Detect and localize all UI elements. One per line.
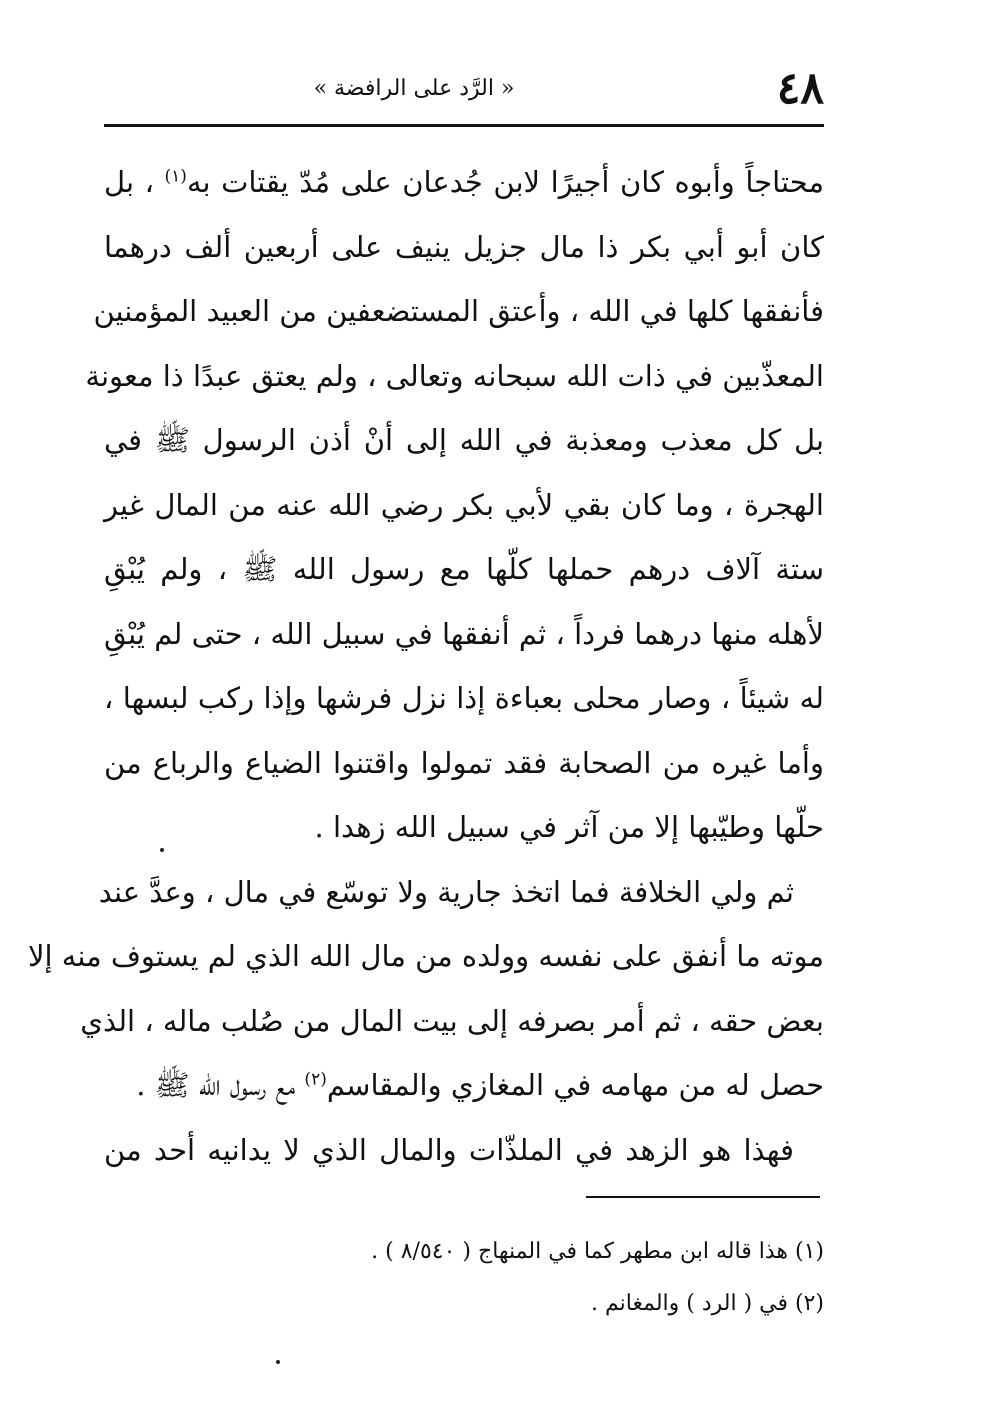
text-line: حلّها وطيّبها إلا من آثر في سبيل الله زهدا . [314, 810, 824, 844]
text-line: بل كل معذب ومعذبة في الله إلى أنْ أذن الرسول ﷺ في [104, 423, 824, 457]
text-line: فأنفقها كلها في الله ، وأعتق المستضعفين من العبيد المؤمنين [93, 294, 824, 328]
footnote-ref: (٢) [304, 1069, 327, 1090]
page-number: ٤٨ [776, 63, 824, 114]
text-line: كان أبو أبي بكر ذا مال جزيل ينيف على أربعين ألف درهما [104, 229, 824, 264]
text-line: الهجرة ، وما كان بقي لأبي بكر رضي الله عنه من المال غير [104, 487, 824, 522]
text-line: لأهله منها درهما فرداً ، ثم أنفقها في سبيل الله ، حتى لم يُبْقِ [104, 616, 824, 651]
text-line: محتاجاً وأبوه كان أجيرًا لابن جُدعان على مُدّ يقتات به$^{(١)}$ ، بل [104, 165, 824, 199]
text-line: بعض حقه ، ثم أمر بصرفه إلى بيت المال من صُلب ماله ، الذي [80, 1003, 824, 1038]
footnote: (١) هذا قاله ابن مطهر كما في المنهاج ( ٨/٥٤٠ ) . [371, 1239, 824, 1264]
running-title: « الرَّد على الرافضة » [313, 76, 515, 101]
footnotes [104, 1226, 824, 1330]
text-line: له شيئاً ، وصار محلى بعباءة إذا نزل فرشها وإذا ركب لبسها ، [104, 681, 824, 715]
text-line: موته ما أنفق على نفسه وولده من مال الله الذي لم يستوف منه إلا [27, 939, 824, 973]
body-text [27, 150, 824, 1182]
text-line: المعذّبين في ذات الله سبحانه وتعالى ، ولم يعتق عبدًا ذا معونة [85, 358, 824, 393]
header-divider [104, 124, 824, 127]
scan-speck [276, 1360, 280, 1364]
page-header [104, 64, 824, 114]
text-line: ثم ولي الخلافة فما اتخذ جارية ولا توسّع في مال ، وعدَّ عند [98, 874, 794, 909]
text-line: فهذا هو الزهد في الملذّات والمال الذي لا يدانيه أحد من [104, 1132, 794, 1167]
footnote-divider [586, 1196, 820, 1198]
footnote-ref: (١) [164, 166, 187, 187]
text-line: وأما غيره من الصحابة فقد تمولوا واقتنوا الضياع والرباع من [104, 745, 824, 780]
footnote: (٢) في ( الرد ) والمغانم . [591, 1291, 824, 1316]
text-line: حصل له من مهامه في المغازي والمقاسم$^{(٢)}$ مع رسول الله ﷺ . [136, 1068, 824, 1102]
text-line: ستة آلاف درهم حملها كلّها مع رسول الله ﷺ ، ولم يُبْقِ [104, 552, 824, 586]
scan-speck [160, 848, 164, 852]
